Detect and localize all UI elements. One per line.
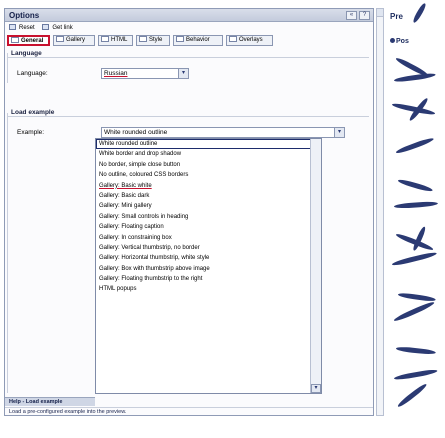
dropdown-option[interactable]: No outline, coloured CSS borders <box>99 172 189 179</box>
language-section-rule <box>7 57 369 58</box>
general-tab-icon <box>11 37 19 43</box>
chevron-down-icon: ▾ <box>178 69 188 78</box>
dropdown-scrollbar[interactable] <box>310 139 321 393</box>
tab-gallery[interactable] <box>53 35 95 46</box>
tab-label: Overlays <box>239 37 263 43</box>
background-subtitle <box>390 38 409 45</box>
dropdown-option[interactable]: Gallery: Basic dark <box>99 192 150 199</box>
style-tab-icon <box>139 36 147 42</box>
scroll-up-arrow[interactable] <box>377 9 383 17</box>
help-text: Load a pre-configured example into the preview. <box>5 407 373 415</box>
tab-html[interactable] <box>98 35 133 46</box>
tab-overlays[interactable] <box>226 35 273 46</box>
background-strip <box>384 0 445 438</box>
help-bar: Help - Load example <box>5 397 95 406</box>
dropdown-option[interactable]: Gallery: Horizontal thumbstrip, white style <box>99 255 210 262</box>
collapse-button[interactable]: « <box>346 11 357 20</box>
panel-scrollbar[interactable] <box>376 8 384 416</box>
get-link-label: Get link <box>52 25 73 31</box>
dropdown-option[interactable]: Gallery: Mini gallery <box>99 203 152 210</box>
reset-row <box>9 24 79 33</box>
tab-style[interactable] <box>136 35 170 46</box>
help-button[interactable]: ? <box>359 11 370 20</box>
tab-label: Behavior <box>186 37 210 43</box>
example-dropdown-list <box>95 138 322 394</box>
chevron-down-icon: ▾ <box>334 128 344 137</box>
dropdown-option[interactable]: Gallery: Vertical thumbstrip, no border <box>99 244 200 251</box>
chevron-down-icon[interactable]: ▾ <box>311 384 321 393</box>
background-title: Pre <box>390 12 403 21</box>
language-select[interactable] <box>101 68 189 79</box>
dropdown-option[interactable]: Gallery: In constraining box <box>99 234 172 241</box>
background-subtitle-text: Pos <box>396 38 409 45</box>
reset-icon <box>9 24 16 30</box>
language-section-heading: Language <box>11 50 42 57</box>
overlays-tab-icon <box>229 36 237 42</box>
gallery-tab-icon <box>56 36 64 42</box>
html-tab-icon <box>101 36 109 42</box>
example-label: Example: <box>17 129 45 136</box>
reset-label: Reset <box>19 25 35 31</box>
dropdown-option[interactable]: White border and drop shadow <box>99 151 182 158</box>
language-value: Russian <box>104 70 128 77</box>
dropdown-option[interactable]: HTML popups <box>99 286 137 293</box>
example-section-rule <box>7 116 369 117</box>
get-link-button[interactable] <box>42 24 75 31</box>
dropdown-option[interactable]: Gallery: Floating caption <box>99 224 164 231</box>
tab-strip <box>7 35 371 47</box>
dropdown-option[interactable]: Gallery: Basic white <box>99 182 152 189</box>
panel-titlebar <box>5 9 373 22</box>
example-section-border <box>7 113 8 393</box>
link-icon <box>42 24 49 30</box>
tab-label: General <box>21 38 44 44</box>
dropdown-option[interactable]: White rounded outline <box>96 139 321 149</box>
behavior-tab-icon <box>176 36 184 42</box>
language-label: Language: <box>17 70 48 77</box>
example-section-heading: Load example <box>11 109 55 116</box>
tab-behavior[interactable] <box>173 35 223 46</box>
bullet-icon <box>390 38 395 43</box>
tab-label: Style <box>149 37 163 43</box>
example-value: White rounded outline <box>104 129 168 136</box>
dropdown-option[interactable]: Gallery: Floating thumbstrip to the right <box>99 276 203 283</box>
tab-label: Gallery <box>66 37 86 43</box>
reset-button[interactable] <box>9 24 38 31</box>
dropdown-option[interactable]: Gallery: Small controls in heading <box>99 213 189 220</box>
tab-label: HTML <box>111 37 128 43</box>
tab-general[interactable] <box>7 35 50 46</box>
dropdown-option[interactable]: Gallery: Box with thumbstrip above image <box>99 265 210 272</box>
panel-title: Options <box>9 11 40 20</box>
example-select[interactable] <box>101 127 345 138</box>
dropdown-option[interactable]: No border, simple close button <box>99 161 181 168</box>
